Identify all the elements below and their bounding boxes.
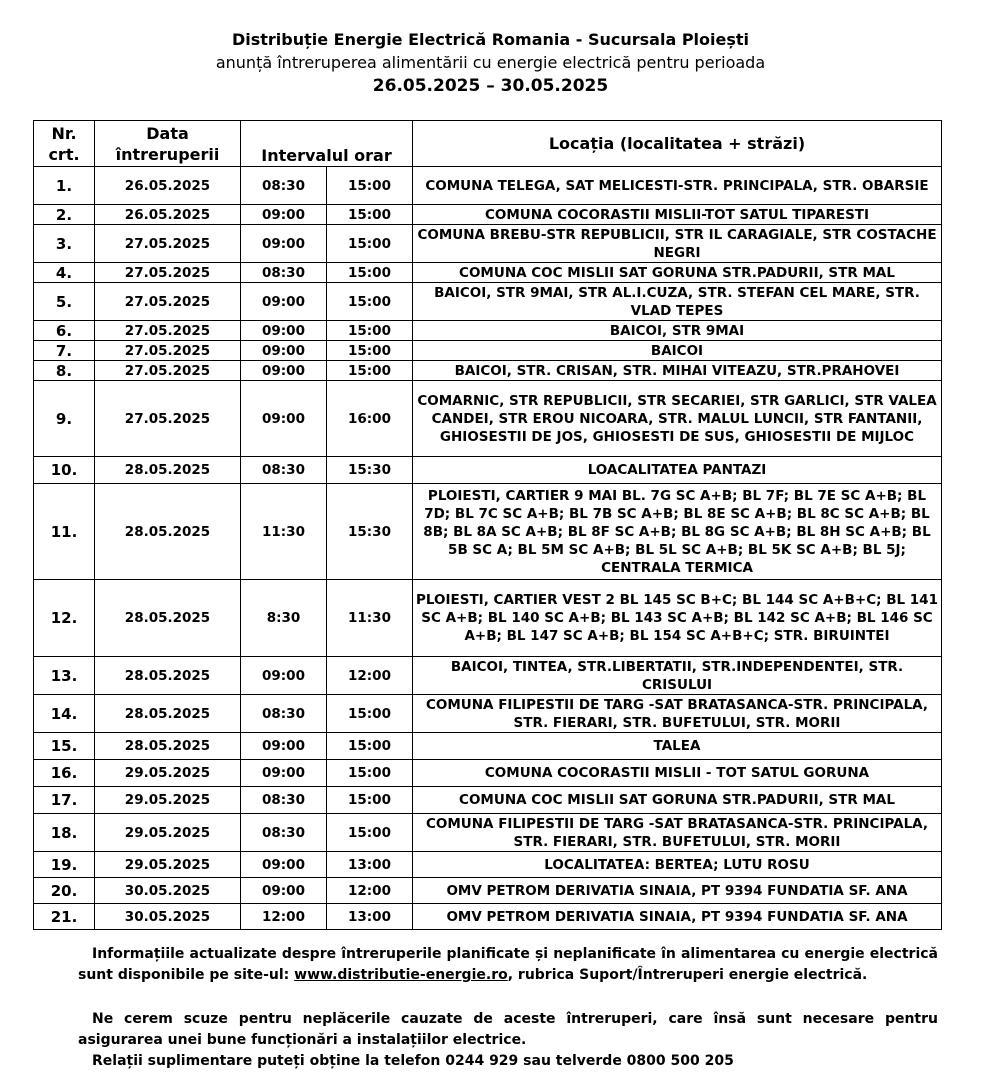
row-date: 28.05.2025 [95,733,241,760]
row-date: 30.05.2025 [95,878,241,904]
row-location: COMUNA COC MISLII SAT GORUNA STR.PADURII, STR MAL [413,787,942,814]
row-start-time: 09:00 [241,225,327,263]
row-location: BAICOI, STR 9MAI [413,321,942,341]
row-date: 27.05.2025 [95,225,241,263]
row-number: 9. [34,381,95,457]
footer-info-text-end: , rubrica Suport/Întreruperi energie electrică. [507,967,868,983]
row-end-time: 15:00 [327,167,413,205]
row-location: PLOIESTI, CARTIER 9 MAI BL. 7G SC A+B; BL 7F; BL 7E SC A+B; BL 7D; BL 7C SC A+B; BL 7B SC A+B; BL 8E SC A+B; BL 8C SC A+B; BL 8B; BL 8A SC A+B; BL 8F SC A+B; BL 8G SC A+B; BL 8H SC A+B; BL 5B SC A; BL 5M SC A+B; BL 5L SC A+B; BL 5K SC A+B; BL 5J; CENTRALA TERMICA [413,484,942,580]
footer-contact-paragraph [78,1051,938,1072]
row-number: 2. [34,205,95,225]
row-end-time: 15:00 [327,814,413,852]
table-row [34,657,942,695]
row-end-time: 15:00 [327,760,413,787]
row-end-time: 15:30 [327,457,413,484]
row-end-time: 11:30 [327,580,413,657]
table-row [34,733,942,760]
table-header-row [34,121,942,167]
table-row [34,760,942,787]
row-location: OMV PETROM DERIVATIA SINAIA, PT 9394 FUNDATIA SF. ANA [413,904,942,930]
row-location: COMUNA TELEGA, SAT MELICESTI-STR. PRINCIPALA, STR. OBARSIE [413,167,942,205]
header-location: Locația (localitatea + străzi) [413,121,942,167]
row-date: 27.05.2025 [95,283,241,321]
row-end-time: 15:00 [327,321,413,341]
table-row [34,321,942,341]
table-row [34,225,942,263]
row-date: 27.05.2025 [95,321,241,341]
row-date: 29.05.2025 [95,787,241,814]
footer-info-paragraph [78,944,938,986]
table-body [34,167,942,930]
row-location: COMUNA COC MISLII SAT GORUNA STR.PADURII, STR MAL [413,263,942,283]
row-location: COMUNA COCORASTII MISLII-TOT SATUL TIPARESTI [413,205,942,225]
row-number: 7. [34,341,95,361]
row-start-time: 09:00 [241,878,327,904]
table-row [34,580,942,657]
row-number: 6. [34,321,95,341]
row-number: 1. [34,167,95,205]
row-start-time: 08:30 [241,457,327,484]
row-end-time: 16:00 [327,381,413,457]
row-start-time: 09:00 [241,321,327,341]
table-row [34,787,942,814]
row-end-time: 15:00 [327,263,413,283]
row-end-time: 13:00 [327,904,413,930]
table-row [34,878,942,904]
row-location: PLOIESTI, CARTIER VEST 2 BL 145 SC B+C; BL 144 SC A+B+C; BL 141 SC A+B; BL 140 SC A+B; BL 143 SC A+B; BL 142 SC A+B; BL 146 SC A+B; BL 147 SC A+B; BL 154 SC A+B+C; STR. BIRUINTEI [413,580,942,657]
row-location: BAICOI, TINTEA, STR.LIBERTATII, STR.INDEPENDENTEI, STR. CRISULUI [413,657,942,695]
row-start-time: 08:30 [241,695,327,733]
row-start-time: 08:30 [241,814,327,852]
table-row [34,341,942,361]
row-location: BAICOI, STR. CRISAN, STR. MIHAI VITEAZU, STR.PRAHOVEI [413,361,942,381]
table-row [34,695,942,733]
row-location: TALEA [413,733,942,760]
row-end-time: 15:00 [327,361,413,381]
row-end-time: 15:00 [327,787,413,814]
footer-info-text: Informațiile actualizate despre întreruperile planificate și neplanificate în alimentarea cu energie electrică sunt disponibile pe site-ul: [78,946,938,983]
row-location: BAICOI [413,341,942,361]
row-number: 8. [34,361,95,381]
row-start-time: 12:00 [241,904,327,930]
row-date: 30.05.2025 [95,904,241,930]
row-end-time: 15:00 [327,225,413,263]
row-date: 27.05.2025 [95,341,241,361]
row-location: COMUNA COCORASTII MISLII - TOT SATUL GORUNA [413,760,942,787]
announcement-period: 26.05.2025 – 30.05.2025 [372,76,609,96]
header-nr: Nr. crt. [34,121,95,167]
row-end-time: 15:00 [327,695,413,733]
row-start-time: 08:30 [241,263,327,283]
website-link[interactable]: www.distributie-energie.ro [294,967,508,983]
row-start-time: 09:00 [241,657,327,695]
row-date: 29.05.2025 [95,814,241,852]
row-start-time: 09:00 [241,283,327,321]
row-location: LOACALITATEA PANTAZI [413,457,942,484]
header-interval [241,121,413,167]
row-end-time: 15:00 [327,733,413,760]
row-number: 16. [34,760,95,787]
row-date: 28.05.2025 [95,580,241,657]
table-row [34,852,942,878]
row-start-time: 08:30 [241,167,327,205]
row-end-time: 13:00 [327,852,413,878]
row-number: 18. [34,814,95,852]
table-row [34,814,942,852]
table-row [34,484,942,580]
row-date: 27.05.2025 [95,361,241,381]
row-date: 28.05.2025 [95,484,241,580]
row-number: 15. [34,733,95,760]
row-start-time: 09:00 [241,733,327,760]
row-start-time: 08:30 [241,787,327,814]
row-end-time: 15:00 [327,283,413,321]
table-row [34,205,942,225]
row-start-time: 09:00 [241,341,327,361]
row-location: OMV PETROM DERIVATIA SINAIA, PT 9394 FUNDATIA SF. ANA [413,878,942,904]
row-number: 10. [34,457,95,484]
table-row [34,904,942,930]
row-date: 26.05.2025 [95,205,241,225]
row-start-time: 09:00 [241,361,327,381]
row-number: 11. [34,484,95,580]
footer-contact-text: Relații suplimentare puteți obține la telefon 0244 929 sau telverde 0800 500 205 [92,1053,734,1069]
table-row [34,263,942,283]
row-date: 26.05.2025 [95,167,241,205]
row-date: 28.05.2025 [95,457,241,484]
row-start-time: 09:00 [241,760,327,787]
table-row [34,361,942,381]
row-number: 19. [34,852,95,878]
row-end-time: 15:00 [327,341,413,361]
row-start-time: 09:00 [241,381,327,457]
row-date: 28.05.2025 [95,657,241,695]
row-location: COMUNA FILIPESTII DE TARG -SAT BRATASANCA-STR. PRINCIPALA, STR. FIERARI, STR. BUFETULUI, STR. MORII [413,814,942,852]
row-date: 27.05.2025 [95,381,241,457]
row-number: 13. [34,657,95,695]
row-date: 29.05.2025 [95,760,241,787]
footer-apology-text: Ne cerem scuze pentru neplăcerile cauzate de aceste întreruperi, care însă sunt necesare pentru asigurarea unei bune funcționări a instalațiilor electrice. [78,1011,938,1048]
row-end-time: 12:00 [327,878,413,904]
row-location: COMUNA BREBU-STR REPUBLICII, STR IL CARAGIALE, STR COSTACHE NEGRI [413,225,942,263]
row-number: 12. [34,580,95,657]
row-start-time: 8:30 [241,580,327,657]
row-location: LOCALITATEA: BERTEA; LUTU ROSU [413,852,942,878]
announcement-title: Distribuție Energie Electrică Romania - Sucursala Ploiești [231,30,750,49]
row-start-time: 09:00 [241,205,327,225]
row-number: 20. [34,878,95,904]
row-number: 3. [34,225,95,263]
outage-table [33,120,942,930]
row-number: 21. [34,904,95,930]
row-start-time: 11:30 [241,484,327,580]
announcement-subtitle: anunță întreruperea alimentării cu energie electrică pentru perioada [215,53,766,72]
row-date: 27.05.2025 [95,263,241,283]
row-end-time: 15:00 [327,205,413,225]
row-number: 5. [34,283,95,321]
row-start-time: 09:00 [241,852,327,878]
row-date: 28.05.2025 [95,695,241,733]
table-row [34,283,942,321]
row-number: 17. [34,787,95,814]
table-row [34,167,942,205]
row-end-time: 12:00 [327,657,413,695]
row-date: 29.05.2025 [95,852,241,878]
table-row [34,381,942,457]
row-end-time: 15:30 [327,484,413,580]
header-date: Data întreruperii [95,121,241,167]
row-location: COMARNIC, STR REPUBLICII, STR SECARIEI, STR GARLICI, STR VALEA CANDEI, STR EROU NICOARA, STR. MALUL LUNCII, STR FANTANII, GHIOSESTII DE JOS, GHIOSESTI DE SUS, GHIOSESTII DE MIJLOC [413,381,942,457]
header-interval-label: Intervalul orar [261,146,392,165]
row-location: COMUNA FILIPESTII DE TARG -SAT BRATASANCA-STR. PRINCIPALA, STR. FIERARI, STR. BUFETULUI, STR. MORII [413,695,942,733]
row-number: 14. [34,695,95,733]
row-number: 4. [34,263,95,283]
footer-apology-paragraph [78,1009,938,1051]
table-row [34,457,942,484]
row-location: BAICOI, STR 9MAI, STR AL.I.CUZA, STR. STEFAN CEL MARE, STR. VLAD TEPES [413,283,942,321]
